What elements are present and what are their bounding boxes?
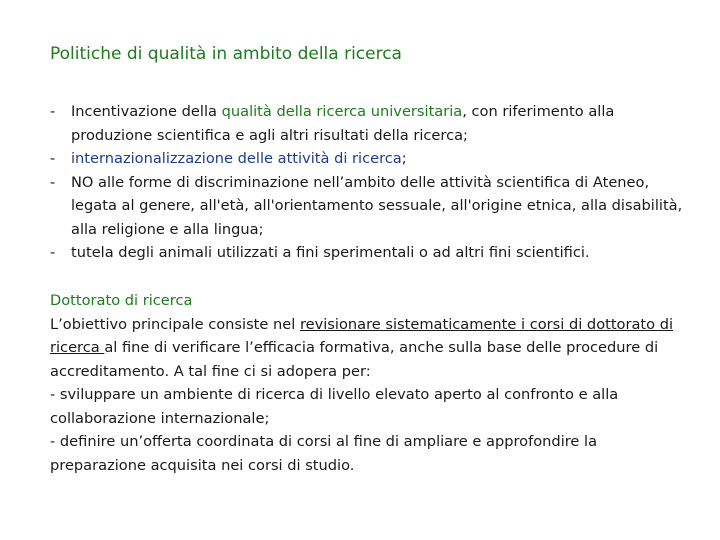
bullet-text: tutela degli animali utilizzati a fini sperimentali o ad altri fini scientifici. bbox=[71, 244, 590, 261]
bullet-dash: - bbox=[50, 173, 56, 191]
policy-list bbox=[50, 100, 690, 265]
list-item bbox=[50, 100, 690, 147]
bullet-text: NO alle forme di discriminazione nell’ambito delle attività scientifica di Ateneo, legata al genere, all'età, all'orientamento sessuale, all'origine etnica, alla disabilità, alla religione e alla lingua; bbox=[71, 173, 683, 238]
bullet-dash: - bbox=[50, 103, 56, 120]
section-heading: Dottorato di ricerca bbox=[50, 292, 193, 309]
section-intro bbox=[50, 313, 690, 384]
bullet-highlight: internazionalizzazione delle attività di ricerca bbox=[71, 150, 402, 167]
bullet-text: , con riferimento alla produzione scientifica e agli altri risultati della ricerca; bbox=[71, 103, 615, 144]
list-item bbox=[50, 147, 690, 171]
intro-text: al fine di verificare l’efficacia formativa, anche sulla base delle procedure di accreditamento. A tal fine ci si adopera per: bbox=[50, 339, 659, 380]
bullet-text: Incentivazione della bbox=[71, 103, 222, 120]
intro-text: L’obiettivo principale consiste nel bbox=[50, 315, 300, 333]
bullet-dash: - bbox=[50, 244, 56, 261]
bullet-highlight: qualità della ricerca universitaria bbox=[221, 103, 463, 120]
list-item bbox=[50, 171, 690, 242]
section-item: - definire un’offerta coordinata di corsi al fine di ampliare e approfondire la preparazione acquisita nei corsi di studio. bbox=[50, 433, 598, 474]
bullet-text: ; bbox=[401, 150, 407, 167]
intro-underlined-text: revisionare sistematicamente i corsi di dottorato di ricerca bbox=[50, 315, 674, 356]
list-item bbox=[50, 241, 690, 265]
section-item: - sviluppare un ambiente di ricerca di livello elevato aperto al confronto e alla collaborazione internazionale; bbox=[50, 386, 619, 427]
dottorato-section bbox=[50, 289, 690, 477]
page-title: Politiche di qualità in ambito della ricerca bbox=[50, 44, 402, 64]
bullet-dash: - bbox=[50, 150, 56, 167]
